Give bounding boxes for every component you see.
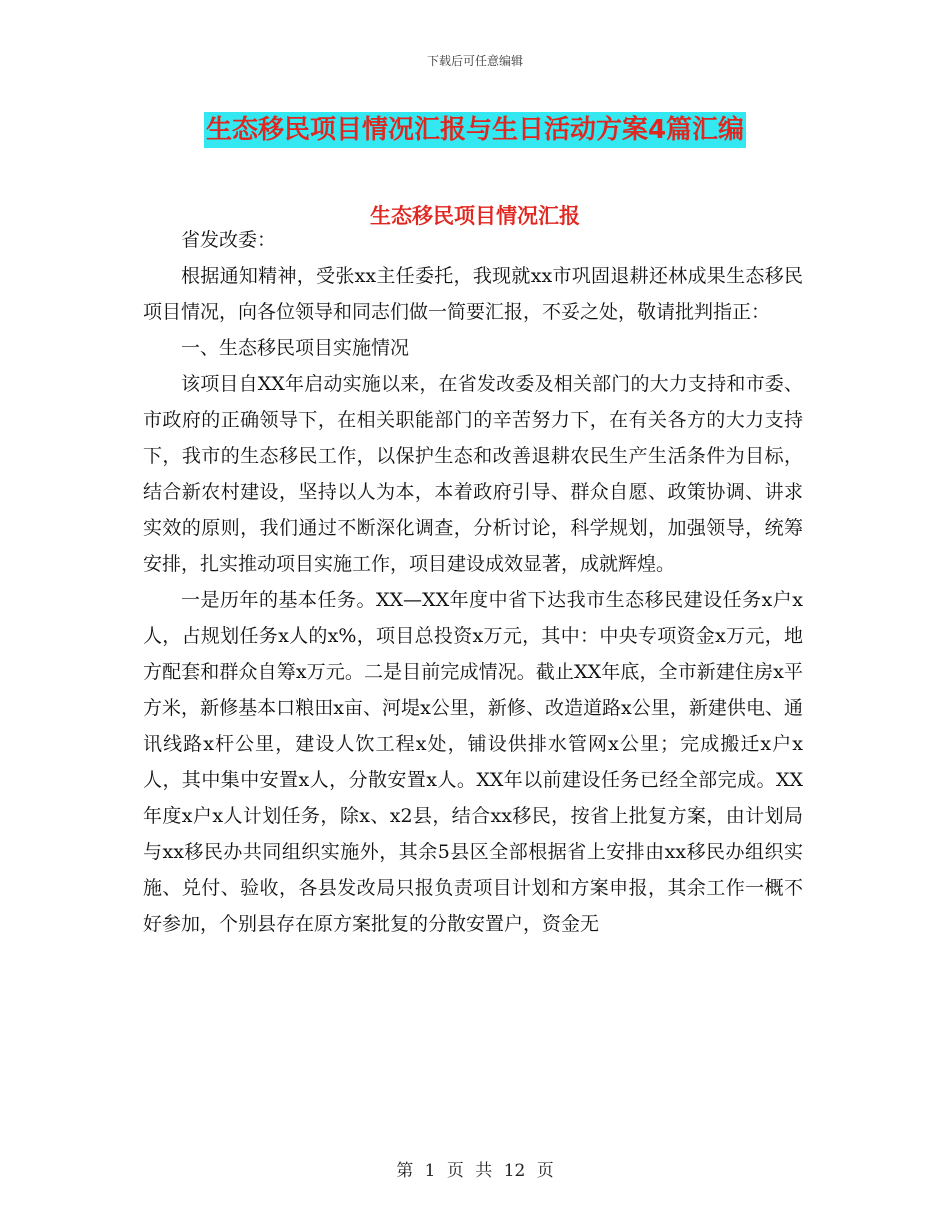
salutation: 省发改委：: [181, 229, 277, 251]
header-note: 下载后可任意编辑: [426, 54, 523, 68]
document-body: [143, 222, 803, 942]
intro-paragraph: 根据通知精神，受张xx主任委托，我现就xx市巩固退耕还林成果生态移民项目情况，向各位领导和同志们做一简要汇报，不妥之处，敬请批判指正：: [143, 265, 803, 323]
body-paragraph: 一是历年的基本任务。XX—XX年度中省下达我市生态移民建设任务x户x人，占规划任务x人的x%，项目总投资x万元，其中：中央专项资金x万元，地方配套和群众自筹x万元。二是目前完成情况。截止XX年底，全市新建住房x平方米，新修基本口粮田x亩、河堤x公里，新修、改造道路x公里，新建供电、通讯线路x杆公里，建设人饮工程x处，铺设供排水管网x公里；完成搬迁x户x人，其中集中安置x人，分散安置x人。XX年以前建设任务已经全部完成。XX年度x户x人计划任务，除x、x2县，结合xx移民，按省上批复方案，由计划局与xx移民办共同组织实施外，其余5县区全部根据省上安排由xx移民办组织实施、兑付、验收，各县发改局只报负责项目计划和方案申报，其余工作一概不好参加，个别县存在原方案批复的分散安置户，资金无: [143, 589, 803, 935]
page-number: 第 1 页 共 12 页: [396, 1161, 554, 1181]
doc-title-container: [0, 112, 950, 148]
section-heading: 一、生态移民项目实施情况: [181, 337, 410, 359]
doc-title: 生态移民项目情况汇报与生日活动方案4篇汇编: [204, 112, 746, 148]
section-title: 生态移民项目情况汇报: [370, 204, 580, 228]
body-paragraph: 该项目自XX年启动实施以来，在省发改委及相关部门的大力支持和市委、市政府的正确领导下，在相关职能部门的辛苦努力下，在有关各方的大力支持下，我市的生态移民工作，以保护生态和改善退耕农民生产生活条件为目标，结合新农村建设，坚持以人为本，本着政府引导、群众自愿、政策协调、讲求实效的原则，我们通过不断深化调查，分析讨论，科学规划，加强领导，统筹安排，扎实推动项目实施工作，项目建设成效显著，成就辉煌。: [143, 373, 803, 575]
